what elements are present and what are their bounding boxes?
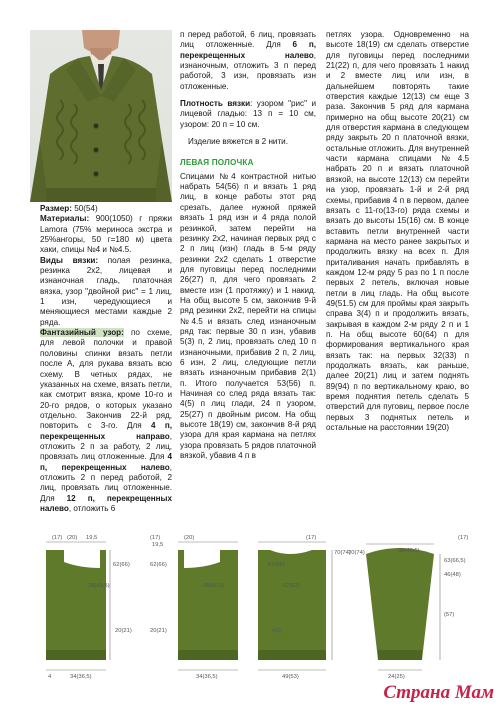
d1-bottom-a: 4 (48, 674, 52, 680)
types-label: Виды вязки: (40, 255, 99, 265)
d2-top-left: (17) (150, 535, 161, 541)
d3-bottom: 49(53) (282, 674, 299, 680)
back-schematic (258, 535, 351, 680)
d1-top-right: 19,5 (86, 535, 98, 541)
density-label: Плотность вязки (180, 99, 251, 109)
d3-top-left: (17) (306, 535, 317, 541)
materials-paragraph (40, 214, 172, 255)
sweater-illustration (30, 30, 172, 202)
d3-lower: (41) (272, 628, 283, 634)
note-text: Изделие вяжется в 2 нити. (188, 137, 288, 147)
pattern-schematics (0, 528, 500, 700)
section-title: ЛЕВАЯ ПОЛОЧКА (180, 158, 254, 168)
d4-bottom: 24(25) (388, 674, 405, 680)
d3-mid: 57(62) (283, 583, 300, 589)
fancy-label: Фантазийный узор: (40, 328, 124, 338)
d4-right-1: 63(66,5) (444, 558, 466, 564)
sleeve-schematic (348, 535, 468, 680)
left-front-body: Спицами №4 контрастной нитью набрать 54(56) п и вязать 1 ряд лиц, в конце работы этот ряд срезать, далее нужной пряжей вязать 1 ряд изн и 4 ряда полой резинкой, затем перейти на резинку 2х2, начиная первых ряд с 2 п лиц (изн) гладь в 5-м ряду резинки 2х2 сделать 1 отверстие для пуговицы перед последними 26(27) п, для чего провязать 2 вместе изн (1 протяжку) и 1 накид. На общ высоте 5 см, закончив 9-й ряд резинки 2х2, перейти на спицы №4.5 и вязать след изнаночным ряд так: первые 30 п изн, убавив 5(3) п, 2 лиц, провязать след 10 п изнаночными, прибавив 2 п, 2 лиц, 6 изн, 2 лиц, следующие петли вязать изнаночным прибавив 2(1) п. Итого получается 53(56) п. Начиная со след ряда вязать так: 4(5) п лиц глади, 24 п узором, 25(27) п двойным рисом. На общ высоте 18(19) см, закончив 8-й ряд узора для края кармана на петлях узора провязать 5 рядов платочной вязкой, убавив 4 п в (180, 171, 316, 461)
d1-top-left: (17) (52, 535, 63, 541)
fancy-text-1: по схеме, для левой полочки и правой половины спинки вязать петли после А, для рукава вязать всю схему. В четных рядах, не указанных на схеме, вязать петли, как смотрит вязка, кроме 10-го и 20-го рядов, о которых указано отдельно. Закончив 22-й ряд, повторить с 3-го. Для (40, 328, 172, 431)
column-1 (40, 204, 172, 514)
fancy-bold-3: 12 п, перекрещенных налево (40, 493, 172, 513)
density-paragraph (180, 99, 316, 130)
fancy-bold-2: 4 п, перекрещенных налево (40, 452, 172, 472)
d2-lower: 20(21) (150, 628, 167, 634)
fancy-text-3: , отложить 2 п перед работой, 2 лиц, провязать лиц отложенные. Для (40, 462, 172, 503)
column-3 (326, 30, 469, 433)
model-photo (30, 30, 172, 202)
size-value: 50(54) (71, 204, 98, 213)
schematics-svg (0, 528, 500, 700)
left-front-continued: петлях узора. Одновременно на высоте 18(19) см сделать отверстие для пуговицы перед последними 21(22) п, для чего провязать 1 накид и 2 вместе лиц или изн, в дальнейшем повторять такие отверстия каждые 12(13) см еще 3 раза. Закончив 5 ряд для кармана примерно на общ высоте 20(21) см для отверстия кармана в следующем ряду закрыть 20 п платочной вязки, остальные отложить. Для внутренней части кармана спицами №4.5 набрать 20 п и вязать платочной вязкой, на высоте 12(13) см перейти на узор, провязать 1-й и 2-й ряд схемы, прибавив 4 п в первом, далее вязать с 11-го(13-го) ряда схемы и вязать до высоты 15(16) см. В конце вставить петли внутренней части кармана на место ранее закрытых и продолжить вязку на всех п. Для приталивания начать прибавлять в каждом 12-м ряду 5 раз по 1 п после первых 2 петель, включая новые петли в лиц гладь. На общ высоте 49(51.5) см для проймы края закрыть справа 3(4) п и продолжить вязать, закрывая в каждом 2-м ряду 2 п и 1 п. На общ высоте 60(64) п для формирования вертикального края вязать так: на первых 32(33) п продолжать вязать, как раньше, далее 20(21) лиц и затем поднять 89(94) п по вертикальному краю, во время поднятия петель сделать 5 отверстий для пуговиц, первое после первых 3 поднятых петель и остальные на расстоянии 19(20) (326, 30, 469, 433)
d1-right-1: 62(66) (113, 562, 130, 568)
d2-mid: 38(40,5) (203, 583, 225, 589)
d4-top-b: 70(74) (348, 550, 365, 556)
d1-top-mid: (20) (67, 535, 78, 541)
d4-right-3: (57) (444, 612, 455, 618)
size-paragraph (40, 204, 172, 214)
d4-right-2: 46(48) (444, 572, 461, 578)
column-2 (180, 30, 316, 461)
fancy-text-2: , отложить 2 п за работу, 2 лиц, провязать лиц отложенные. Для (40, 431, 172, 462)
d1-mid: 38(40,5) (88, 583, 110, 589)
types-text: полая резинка, резинка 2х2, лицевая и изнаночная гладь, платочная вязка, узор "двойной рис" = 1 лиц, 1 изн, чередующиеся и меняющиеся местами каждые 2 ряда. (40, 255, 172, 327)
site-watermark-logo (383, 683, 494, 703)
fancy-bold-1: 4 п, перекрещенных направо (40, 421, 172, 441)
d2-bottom: 34(36,5) (196, 674, 218, 680)
density-text: : узором "рис" и лицевой гладью: 13 п = 10 см, узором: 20 п = 10 см. (180, 99, 316, 129)
d4-top-c: 38(40,5) (398, 548, 420, 554)
left-front-schematic (46, 535, 132, 680)
d4-top-a: (17) (458, 535, 469, 541)
fancy-text-4: , отложить 6 (68, 503, 116, 513)
types-paragraph (40, 256, 172, 328)
intro-text-1: п перед работой, 6 лиц, провязать лиц отложенные. Для (180, 30, 316, 50)
materials-label: Материалы: (40, 214, 90, 224)
intro-bold: 6 п, перекрещенных налево (180, 40, 316, 60)
d3-mid-top: 62(66) (268, 562, 285, 568)
size-label: Размер: (40, 204, 72, 213)
d1-bottom-b: 34(36,5) (70, 674, 92, 680)
d1-lower: 20(21) (115, 628, 132, 634)
d2-right-1: 62(66) (150, 562, 167, 568)
intro-text-2: , изнаночным, отложить 3 п перед работой, 3 изн, провязать изн отложенные. (180, 50, 316, 91)
d2-top-mid: (20) (184, 535, 195, 541)
fancy-paragraph (40, 328, 172, 514)
intro-paragraph (180, 30, 316, 92)
right-front-schematic (150, 535, 238, 680)
d2-top-right: 19,5 (152, 542, 164, 548)
materials-text: 900(1050) г пряжи Lamora (75% мериноса экстра и 25%ангоры, 50 г=180 м) цвета хаки, спицы №4 и №4.5. (40, 214, 172, 255)
d3-top-right: 70(74) (334, 550, 351, 556)
logo-text: Страна Мам (383, 682, 494, 703)
